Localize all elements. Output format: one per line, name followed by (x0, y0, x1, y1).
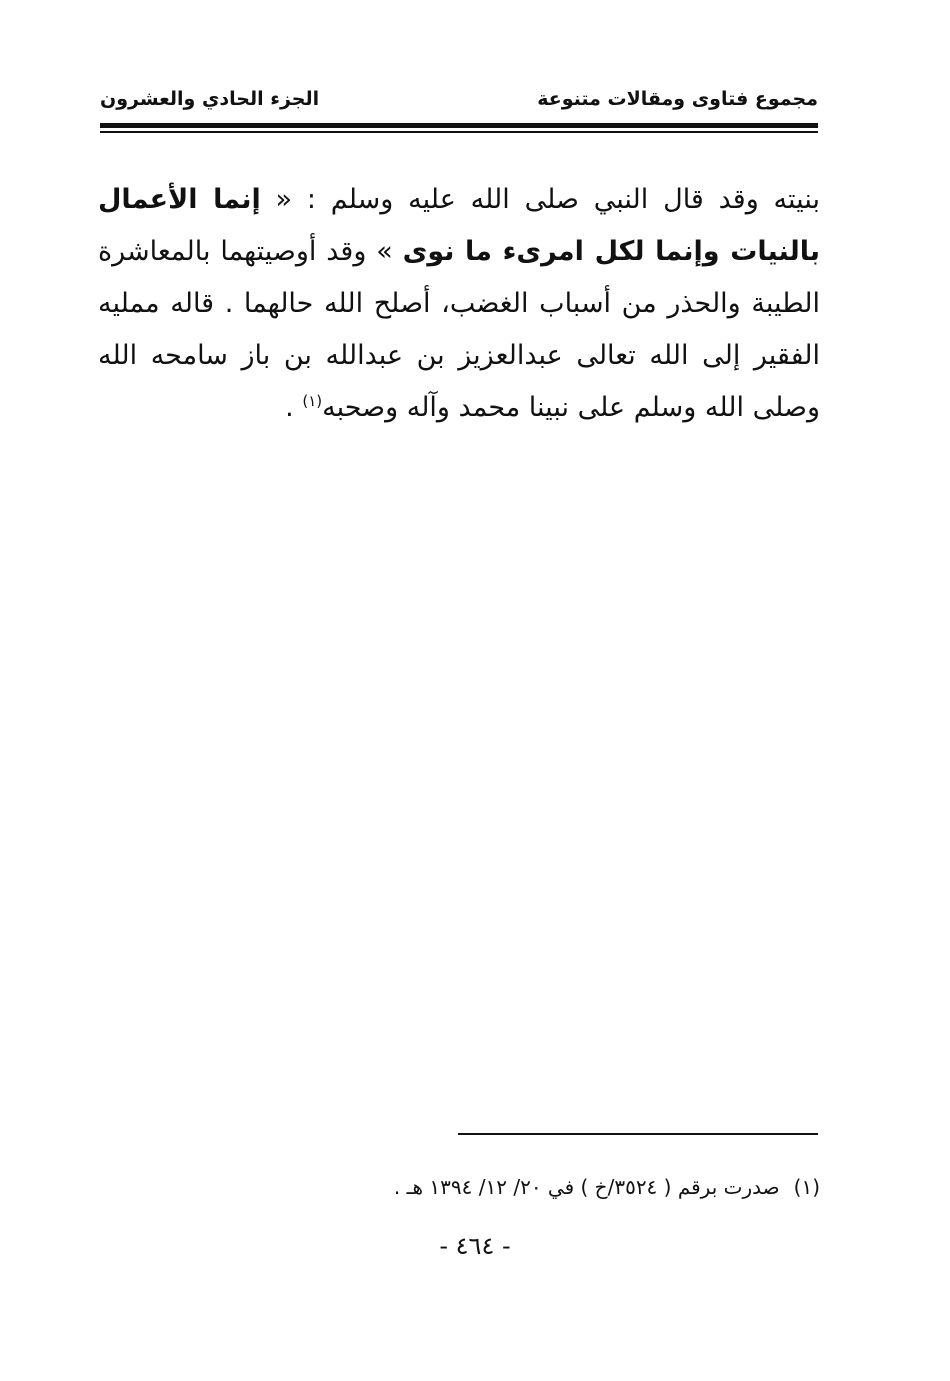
body-paragraph (98, 174, 820, 434)
page-number: - ٤٦٤ - (439, 1232, 511, 1260)
footnote-text: صدرت برقم ( ٣٥٢٤/خ ) في ٢٠/ ١٢/ ١٣٩٤ هـ . (393, 1175, 780, 1199)
text-segment-end: . (285, 392, 303, 423)
footnote-marker: (١) (793, 1175, 820, 1199)
header-rule-thin (100, 131, 818, 133)
footnote (394, 1175, 820, 1199)
header-rule-thick (100, 123, 818, 128)
paragraph (98, 174, 820, 434)
text-segment-main: » وقد أوصيتهما بالمعاشرة الطيبة والحذر من أسباب الغضب، أصلح الله حالهما . قاله ممليه الفقير إلى الله تعالى عبدالعزيز بن عبدالله بن باز سامحه الله وصلى الله وسلم على نبينا محمد وآله وصحبه (98, 236, 820, 423)
text-segment-intro: بنيته وقد قال النبي صلى الله عليه وسلم : « (260, 184, 820, 215)
running-header (100, 86, 818, 120)
footnote-reference: (١) (302, 392, 323, 410)
footnote-separator (458, 1133, 818, 1135)
volume-label: الجزء الحادي والعشرون (100, 88, 320, 110)
hadith-quote: إنما الأعمال بالنيات وإنما لكل امرىء ما نوى (98, 184, 820, 267)
book-title: مجموع فتاوى ومقالات متنوعة (537, 88, 818, 110)
